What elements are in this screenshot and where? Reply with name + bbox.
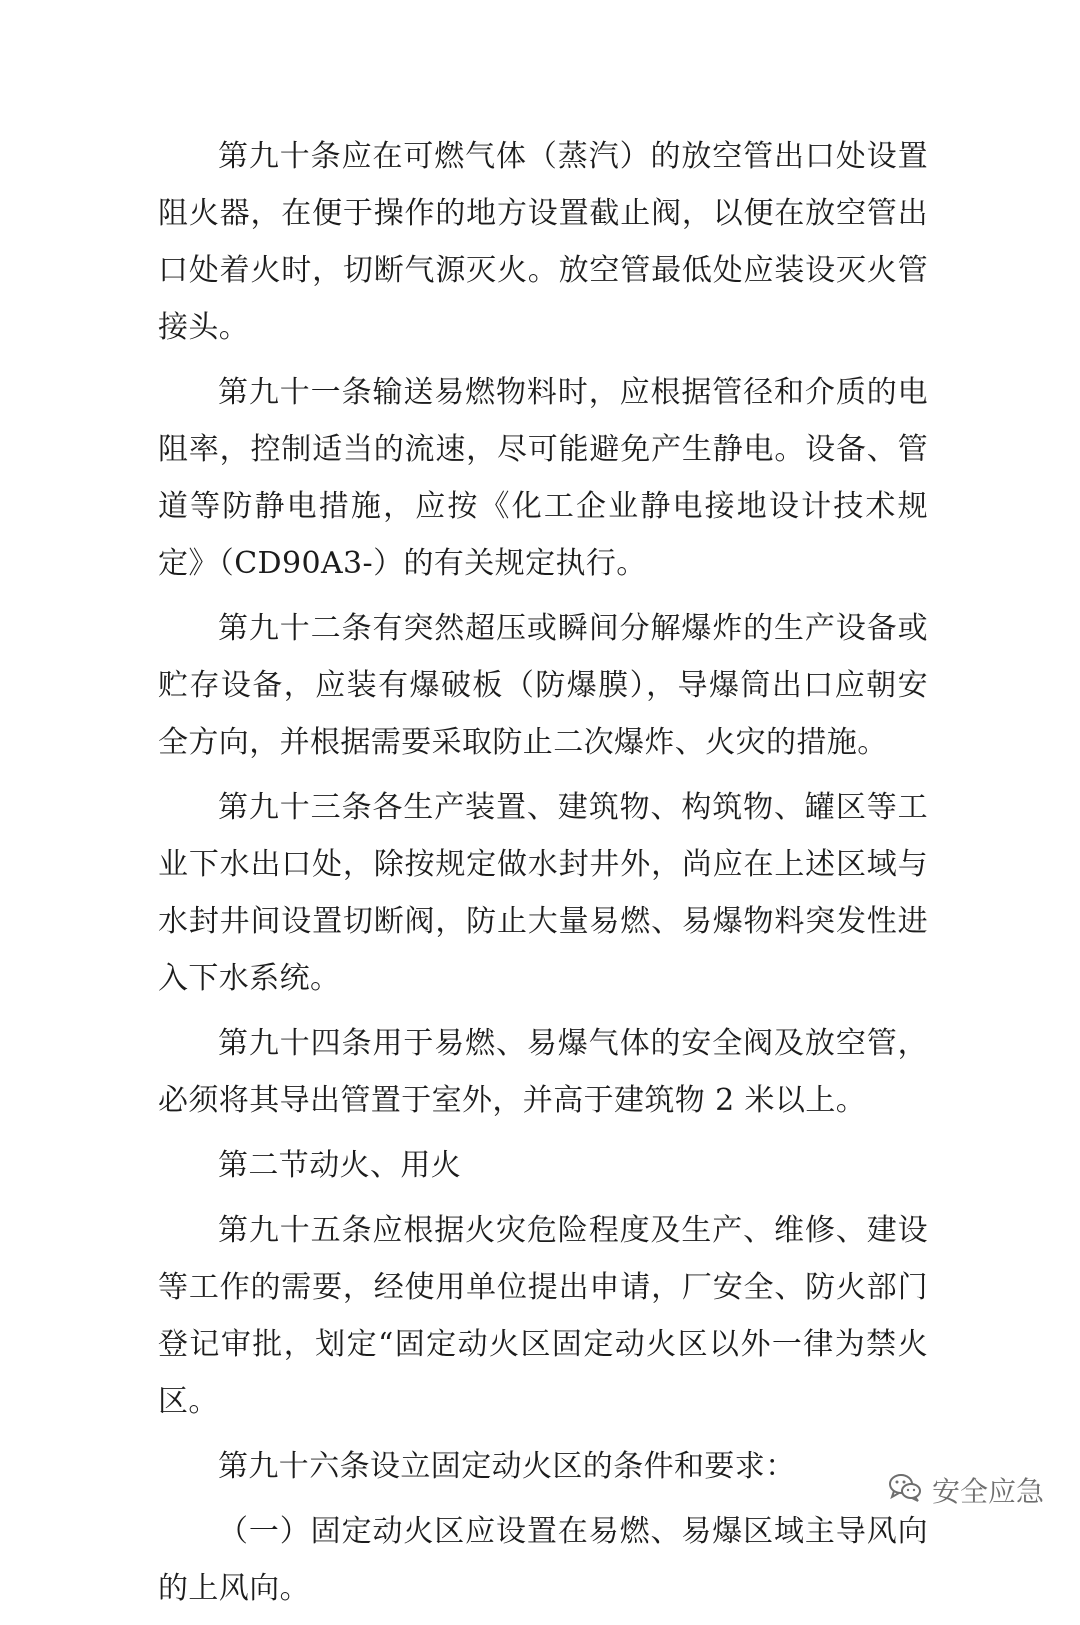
watermark-text: 安全应急: [931, 1475, 1044, 1508]
article-93: 第九十三条各生产装置、建筑物、构筑物、罐区等工业下水出口处，除按规定做水封井外，尚应在上述区域与水封井间设置切断阀，防止大量易燃、易爆物料突发性进入下水系统。: [158, 790, 928, 996]
article-90: 第九十条应在可燃气体（蒸汽）的放空管出口处设置阻火器，在便于操作的地方设置截止阀，以便在放空管出口处着火时，切断气源灭火。放空管最低处应装设灭火管接头。: [158, 139, 928, 345]
article-94: 第九十四条用于易燃、易爆气体的安全阀及放空管，必须将其导出管置于室外，并高于建筑物 2 米以上。: [158, 1026, 928, 1118]
document-page: [158, 128, 928, 1625]
article-95: 第九十五条应根据火灾危险程度及生产、维修、建设等工作的需要，经使用单位提出申请，厂安全、防火部门登记审批，划定“固定动火区固定动火区以外一律为禁火区。: [158, 1213, 928, 1419]
watermark: [888, 1470, 1044, 1510]
section-heading: 第二节动火、用火: [218, 1148, 462, 1183]
wechat-icon: [888, 1472, 922, 1509]
article-91: 第九十一条输送易燃物料时，应根据管径和介质的电阻率，控制适当的流速，尽可能避免产生静电。设备、管道等防静电措施，应按《化工企业静电接地设计技术规定》（CD90A3-）的有关规定执行。: [158, 375, 928, 581]
article-96-item-1: （一）固定动火区应设置在易燃、易爆区域主导风向的上风向。: [158, 1514, 928, 1606]
article-92: 第九十二条有突然超压或瞬间分解爆炸的生产设备或贮存设备，应装有爆破板（防爆膜），导爆筒出口应朝安全方向，并根据需要采取防止二次爆炸、火灾的措施。: [158, 611, 928, 760]
article-96: 第九十六条设立固定动火区的条件和要求：: [218, 1449, 796, 1484]
